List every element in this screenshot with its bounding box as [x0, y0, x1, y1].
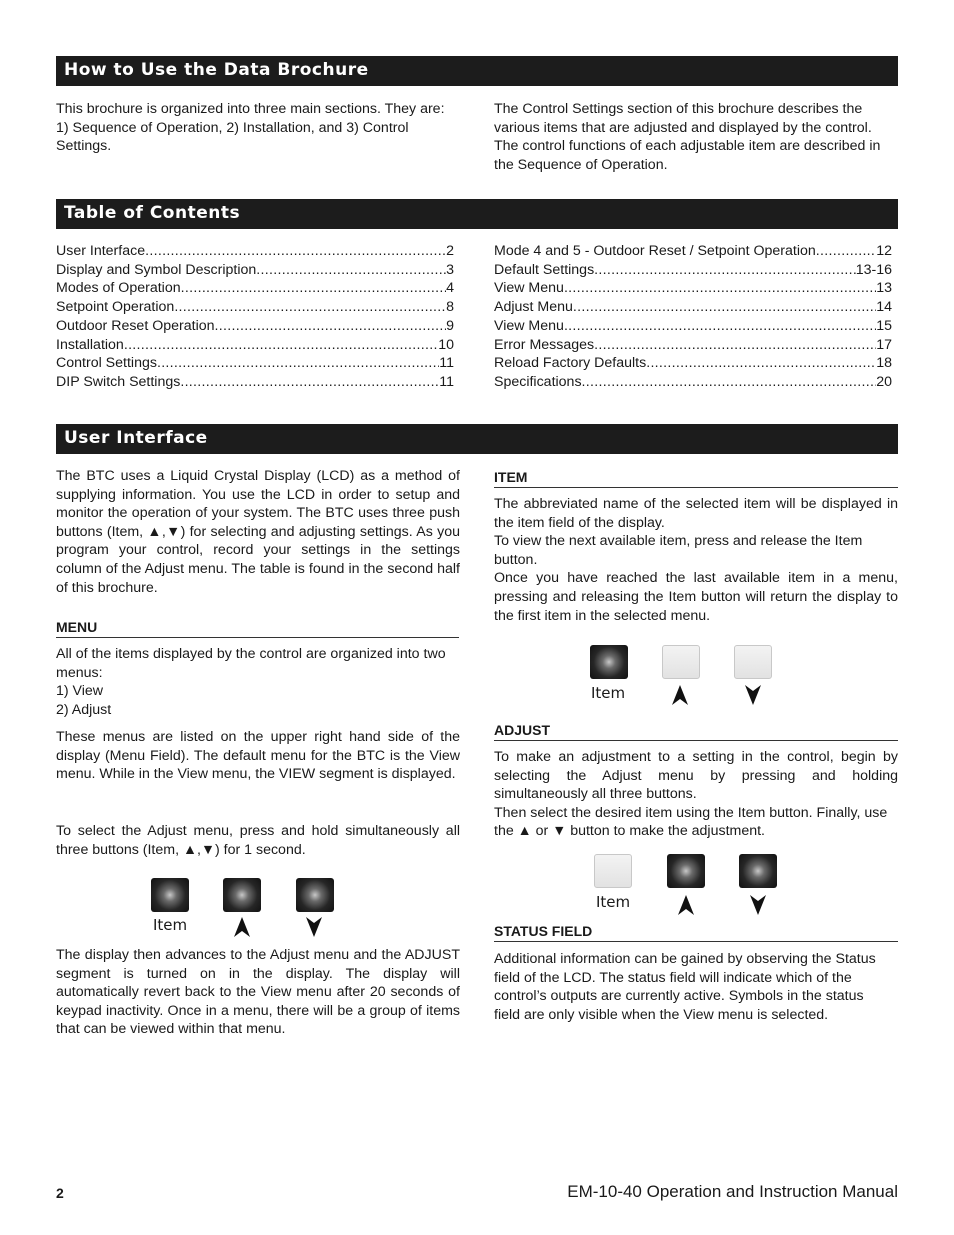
- down-arrow-icon: [750, 895, 766, 915]
- menu-heading: MENU: [56, 619, 459, 638]
- button-down-icon: [734, 645, 772, 679]
- button-down-icon: [739, 854, 777, 888]
- section-title: Table of Contents: [64, 203, 241, 223]
- item-text: [494, 495, 898, 625]
- button-item-icon: [594, 854, 632, 888]
- ui-intro: [56, 467, 460, 597]
- item-label: Item: [591, 684, 626, 702]
- up-arrow-icon: [672, 685, 688, 705]
- menu-list: [56, 645, 456, 719]
- paragraph: The BTC uses a Liquid Crystal Display (LCD) as a method of supplying information. You use the LCD in order to setup and monitor the operation of your system. The BTC uses three push buttons (Item, ▲,▼) for selecting and adjusting settings. As you program your control, record your settings in the settings column of the Adjust menu. The table is found in the second half of this brochure.: [56, 468, 460, 596]
- manual-title: EM-10-40 Operation and Instruction Manual: [567, 1182, 898, 1201]
- toc-entry[interactable]: Adjust Menu ..... 14: [494, 298, 892, 317]
- paragraph: These menus are listed on the upper right hand side of the display (Menu Field). The default menu for the BTC is the View menu. While in the View menu, the VIEW segment is displayed.: [56, 729, 460, 783]
- item-label: Item: [596, 893, 631, 911]
- toc-entry[interactable]: Installation ..... 10: [56, 336, 454, 355]
- button-up-icon: [223, 878, 261, 912]
- item-heading: ITEM: [494, 469, 898, 488]
- up-arrow-icon: [678, 895, 694, 915]
- section-title: User Interface: [64, 428, 208, 448]
- paragraph: This brochure is organized into three main sections. They are: 1) Sequence of Operation, 2) Installation, and 3) Control Settings.: [56, 101, 445, 155]
- paragraph: The abbreviated name of the selected item will be displayed in the item field of the display.: [494, 496, 898, 531]
- toc-entry[interactable]: View Menu ..... 15: [494, 317, 892, 336]
- section-header-user-interface: [56, 424, 898, 454]
- menu-paragraph-3: [56, 822, 460, 859]
- section-header-toc: [56, 199, 898, 229]
- toc-entry[interactable]: Error Messages ..... 17: [494, 336, 892, 355]
- toc-entry[interactable]: Modes of Operation ..... 4: [56, 279, 454, 298]
- adjust-text: [494, 748, 898, 841]
- button-up-icon: [667, 854, 705, 888]
- paragraph: To make an adjustment to a setting in the control, begin by selecting the Adjust menu by pressing and holding simultaneously all three buttons.: [494, 749, 898, 803]
- paragraph: All of the items displayed by the control are organized into two menus:: [56, 646, 446, 681]
- item-label: Item: [153, 916, 188, 934]
- toc-entry[interactable]: User Interface ..... 2: [56, 242, 454, 261]
- menu-paragraph-2: [56, 728, 460, 784]
- toc-entry[interactable]: Reload Factory Defaults ..... 18: [494, 354, 892, 373]
- section-title: How to Use the Data Brochure: [64, 60, 369, 80]
- toc-entry[interactable]: View Menu ..... 13: [494, 279, 892, 298]
- adjust-heading: ADJUST: [494, 722, 898, 741]
- toc-entry[interactable]: Setpoint Operation ..... 8: [56, 298, 454, 317]
- toc-entry[interactable]: Outdoor Reset Operation ..... 9: [56, 317, 454, 336]
- toc-entry[interactable]: Specifications ..... 20: [494, 373, 892, 392]
- page-number: 2: [56, 1185, 64, 1201]
- toc-entry[interactable]: Mode 4 and 5 - Outdoor Reset / Setpoint Operation ..... 12: [494, 242, 892, 261]
- up-arrow-icon: [234, 917, 250, 937]
- toc-right: [494, 242, 892, 392]
- paragraph: Additional information can be gained by observing the Status field of the LCD. The status field will indicate which of the control’s outputs are currently active. Symbols in the status field are only visible when the View menu is selected.: [494, 951, 876, 1023]
- paragraph: Once you have reached the last available item in a menu, pressing and releasing the Item button will return the display to the first item in the selected menu.: [494, 570, 898, 624]
- paragraph: To select the Adjust menu, press and hold simultaneously all three buttons (Item, ▲,▼) for 1 second.: [56, 823, 460, 858]
- menu-paragraph-4: [56, 946, 460, 1039]
- toc-entry[interactable]: DIP Switch Settings ..... 11: [56, 373, 454, 392]
- status-field-text: [494, 950, 886, 1024]
- how-to-left-text: [56, 100, 448, 156]
- button-up-icon: [662, 645, 700, 679]
- section-header-how-to: [56, 56, 898, 86]
- paragraph: The display then advances to the Adjust menu and the ADJUST segment is turned on in the display. The display will automatically revert back to the View menu after 20 seconds of keypad inactivity. Once in a menu, there will be a group of items that can be viewed within that menu.: [56, 947, 460, 1038]
- paragraph: To view the next available item, press and release the Item button.: [494, 533, 863, 568]
- paragraph: Then select the desired item using the Item button. Finally, use the ▲ or ▼ button to make the adjustment.: [494, 804, 888, 840]
- list-item: 1) View: [56, 683, 104, 700]
- how-to-right-text: [494, 100, 898, 174]
- button-down-icon: [296, 878, 334, 912]
- toc-entry[interactable]: Control Settings ..... 11: [56, 354, 454, 373]
- down-arrow-icon: [306, 917, 322, 937]
- toc-entry[interactable]: Display and Symbol Description ..... 3: [56, 261, 454, 280]
- toc-entry[interactable]: Default Settings ..... 13-16: [494, 261, 892, 280]
- button-item-icon: [590, 645, 628, 679]
- button-item-icon: [151, 878, 189, 912]
- paragraph: The Control Settings section of this brochure describes the various items that are adjusted and displayed by the control. The control functions of each adjustable item are described in the Sequence of Operation.: [494, 101, 881, 173]
- status-field-heading: STATUS FIELD: [494, 923, 898, 942]
- toc-left: [56, 242, 454, 392]
- down-arrow-icon: [745, 685, 761, 705]
- list-item: 2) Adjust: [56, 701, 112, 718]
